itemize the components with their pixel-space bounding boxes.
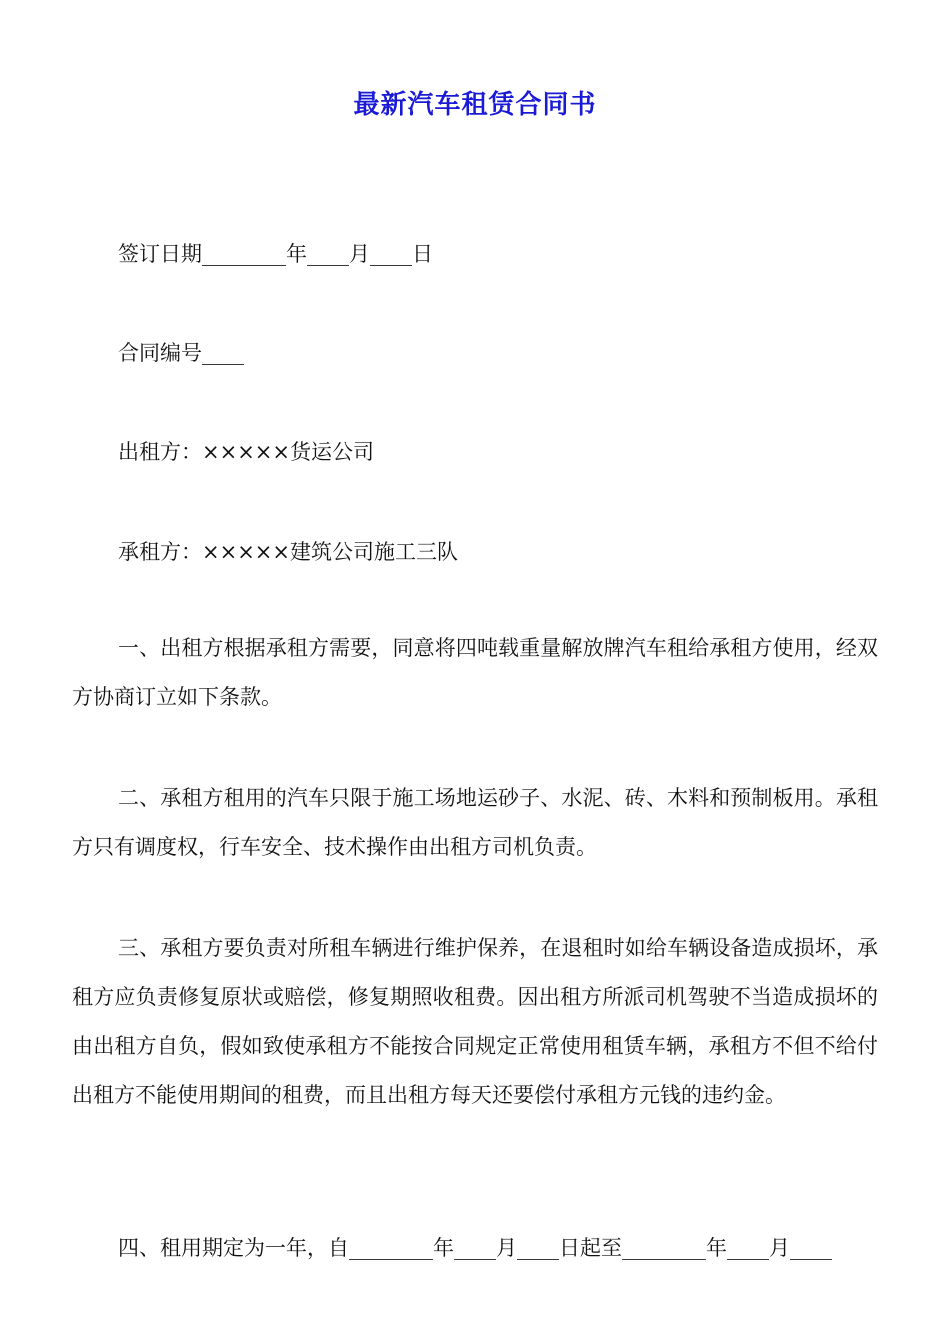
clause-4: 四、租用期定为一年，自________年____月____日起至________年____月____	[118, 1236, 832, 1260]
sign-date-line: 签订日期________年____月____日	[118, 242, 433, 266]
contract-number-line: 合同编号____	[118, 341, 244, 365]
clause-1: 一、出租方根据承租方需要，同意将四吨载重量解放牌汽车租给承租方使用，经双方协商订立如下条款。	[72, 636, 878, 709]
clause-3: 三、承租方要负责对所租车辆进行维护保养，在退租时如给车辆设备造成损坏，承租方应负责修复原状或赔偿，修复期照收租费。因出租方所派司机驾驶不当造成损坏的由出租方自负，假如致使承租方不能按合同规定正常使用租赁车辆，承租方不但不给付出租方不能使用期间的租费，而且出租方每天还要偿付承租方元钱的违约金。	[72, 936, 878, 1107]
document-title: 最新汽车租赁合同书	[353, 90, 597, 120]
clause-2: 二、承租方租用的汽车只限于施工场地运砂子、水泥、砖、木料和预制板用。承租方只有调度权，行车安全、技术操作由出租方司机负责。	[72, 786, 878, 859]
lessor-line: 出租方：×××××货运公司	[118, 440, 374, 464]
lessee-line: 承租方：×××××建筑公司施工三队	[118, 540, 458, 564]
